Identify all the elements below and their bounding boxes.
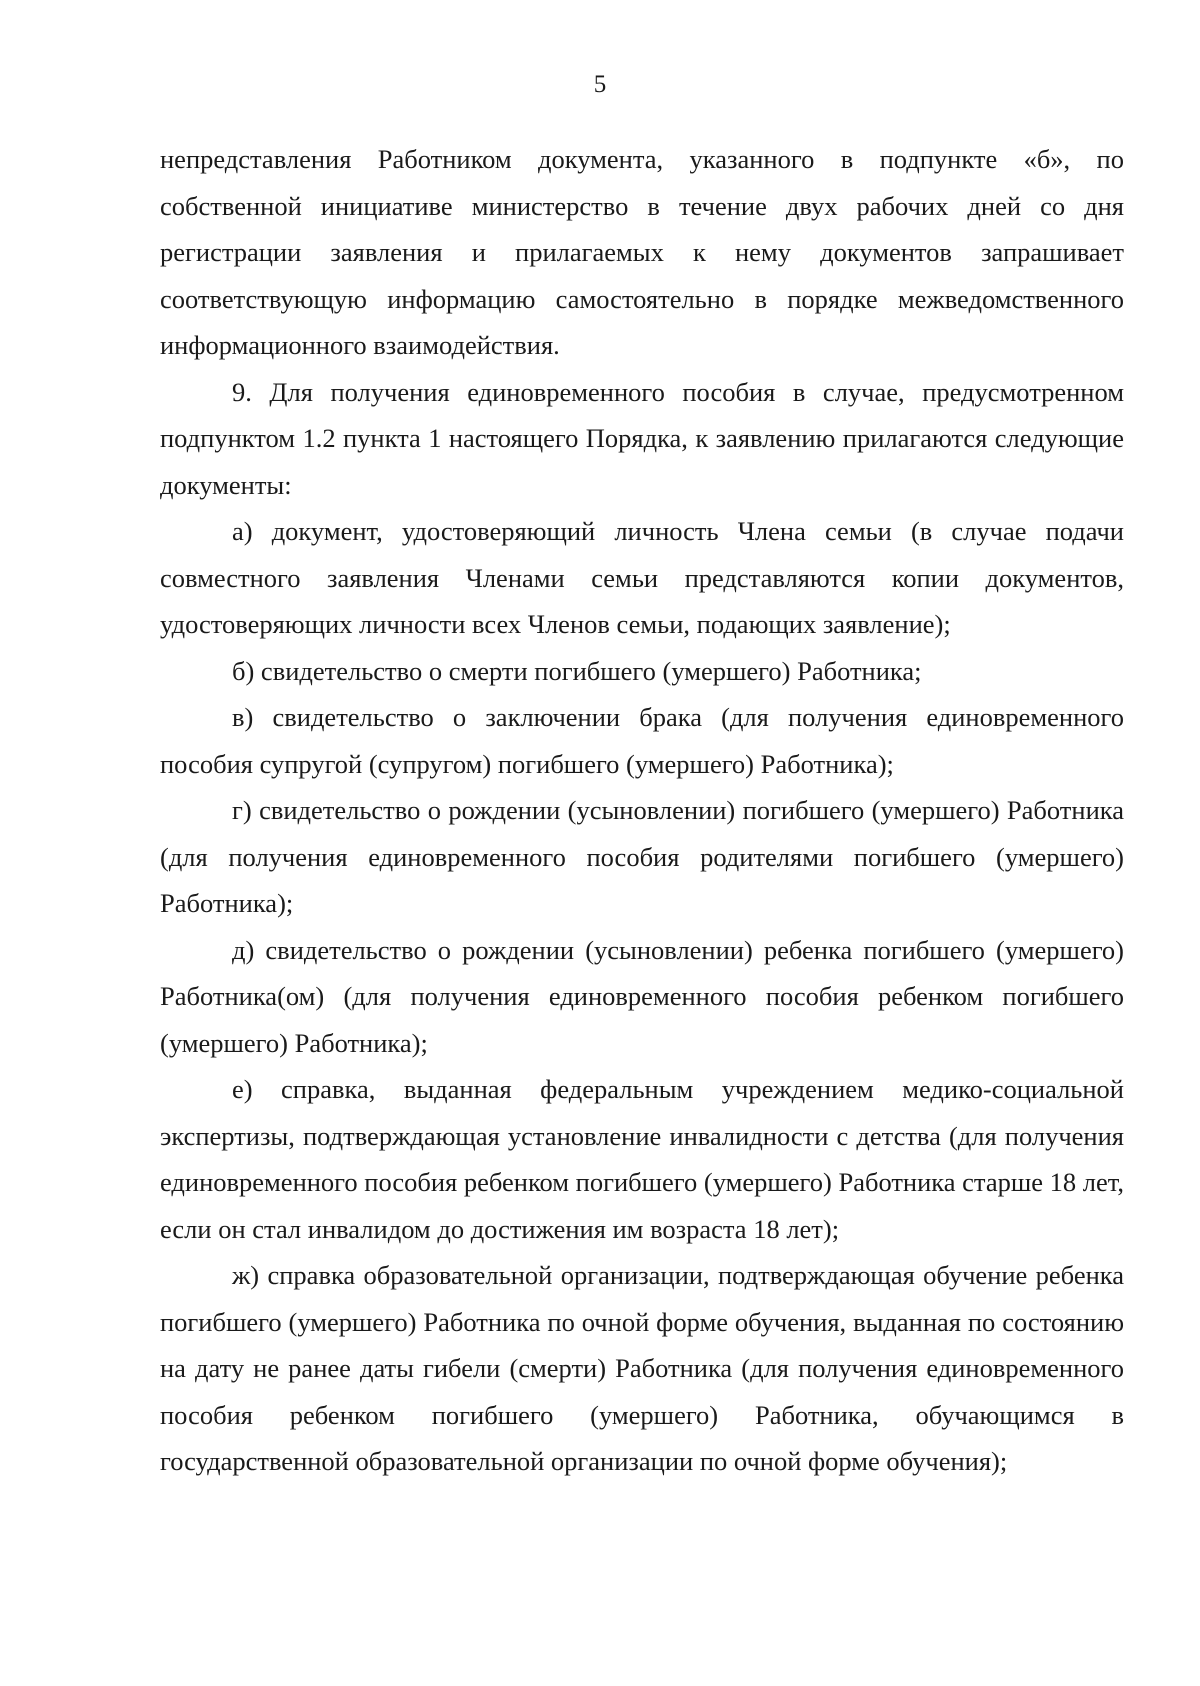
paragraph-subitem-zh: ж) справка образовательной организации, подтверждающая обучение ребенка погибшего (умершего) Работника по очной форме обучения, выданная по состоянию на дату не ранее даты гибели (смерти) Работника (для получения единовременного пособия ребенком погибшего (умершего) Работника, обучающимся в государственной образовательной организации по очной форме обучения); bbox=[160, 1260, 1124, 1476]
paragraph-item-9: 9. Для получения единовременного пособия в случае, предусмотренном подпунктом 1.2 пункта 1 настоящего Порядка, к заявлению прилагаются следующие документы: bbox=[160, 376, 1124, 500]
paragraph-subitem-b: б) свидетельство о смерти погибшего (умершего) Работника; bbox=[232, 655, 922, 686]
page-number: 5 bbox=[593, 71, 607, 98]
paragraph-subitem-v: в) свидетельство о заключении брака (для получения единовременного пособия супругой (супругом) погибшего (умершего) Работника); bbox=[160, 702, 1124, 779]
paragraph-subitem-a: а) документ, удостоверяющий личность Члена семьи (в случае подачи совместного заявления Членами семьи представляются копии документов, удостоверяющих личности всех Членов семьи, подающих заявление); bbox=[160, 516, 1124, 639]
paragraph-continuation: непредставления Работником документа, указанного в подпункте «б», по собственной инициативе министерство в течение двух рабочих дней со дня регистрации заявления и прилагаемых к нему документов запрашивает соответствующую информацию самостоятельно в порядке межведомственного информационного взаимодействия. bbox=[160, 144, 1124, 360]
paragraph-subitem-e: е) справка, выданная федеральным учреждением медико-социальной экспертизы, подтверждающая установление инвалидности с детства (для получения единовременного пособия ребенком погибшего (умершего) Работника старше 18 лет, если он стал инвалидом до достижения им возраста 18 лет); bbox=[160, 1074, 1124, 1244]
document-body bbox=[160, 136, 1124, 1485]
paragraph-subitem-g: г) свидетельство о рождении (усыновлении) погибшего (умершего) Работника (для получения единовременного пособия родителями погибшего (умершего) Работника); bbox=[160, 795, 1124, 918]
paragraph-subitem-d: д) свидетельство о рождении (усыновлении) ребенка погибшего (умершего) Работника(ом) (для получения единовременного пособия ребенком погибшего (умершего) Работника); bbox=[160, 934, 1124, 1058]
